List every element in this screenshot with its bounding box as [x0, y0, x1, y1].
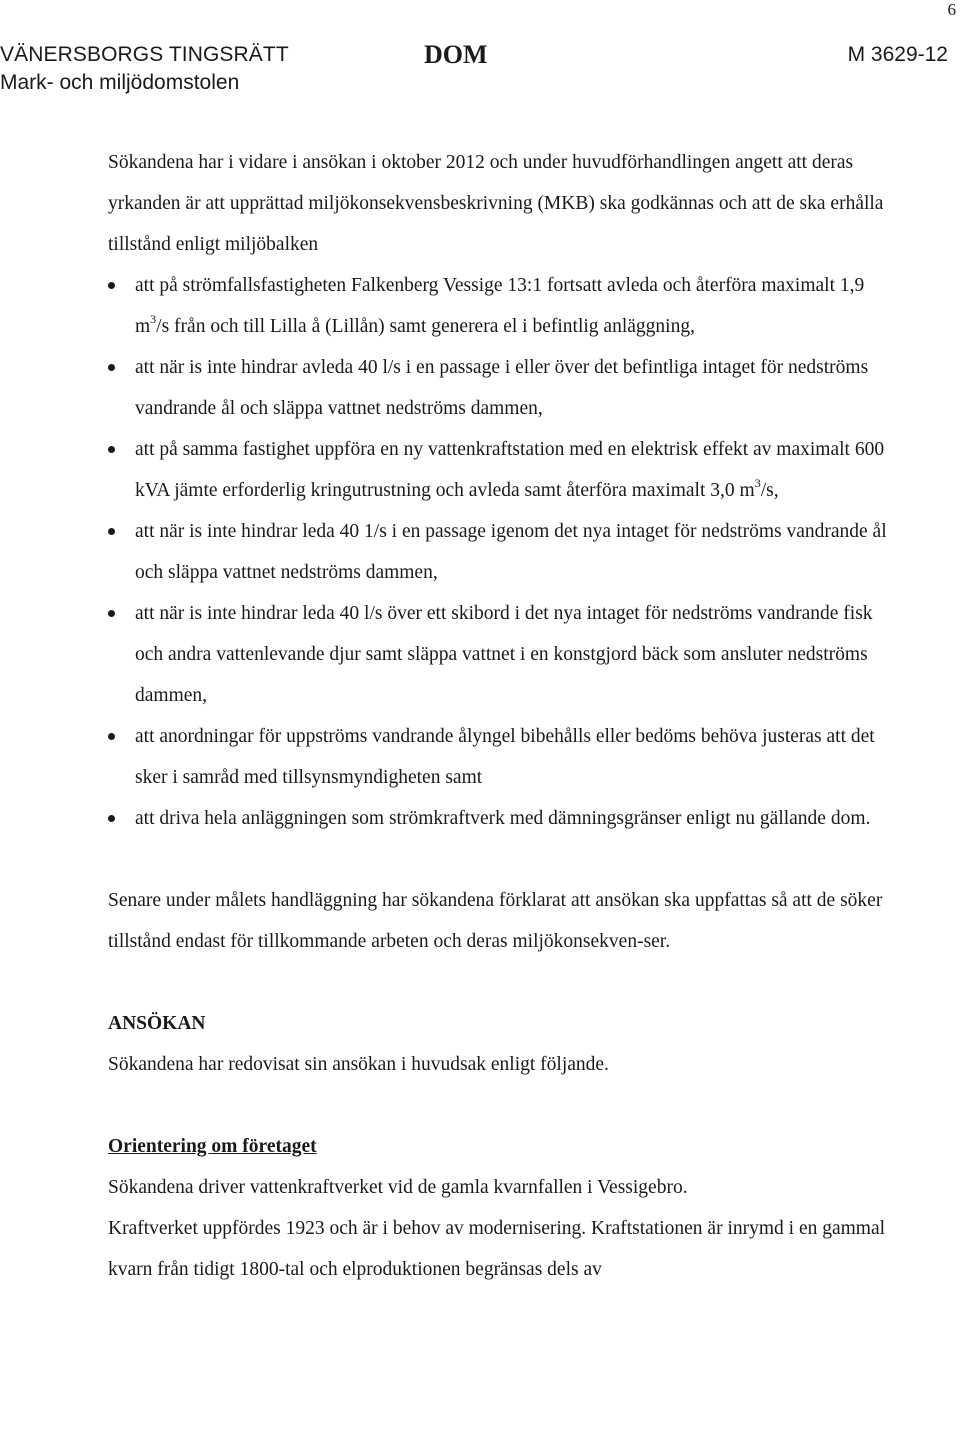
superscript: 3	[754, 475, 761, 490]
spacer	[108, 962, 898, 1003]
list-item-text-tail: /s,	[760, 480, 779, 501]
superscript: 3	[150, 311, 157, 326]
section-heading: ANSÖKAN	[108, 1013, 206, 1034]
subsection-line: Sökandena driver vattenkraftverket vid de gamla kvarnfallen i Vessigebro.	[108, 1177, 688, 1198]
section-text: Sökandena har redovisat sin ansökan i huvudsak enligt följande.	[108, 1054, 609, 1075]
bullet-icon	[108, 733, 115, 740]
intro-paragraph: Sökandena har i vidare i ansökan i oktober 2012 och under huvudförhandlingen angett att deras yrkanden är att upprättad miljökonsekvensbeskrivning (MKB) ska godkännas och att de ska erhålla tillstånd enligt miljöbalken	[108, 152, 884, 255]
list-item	[108, 347, 898, 429]
list-item-text-tail: /s från och till Lilla å (Lillån) samt generera el i befintlig anläggning,	[156, 316, 695, 337]
list-item-text: att när is inte hindrar leda 40 l/s över ett skibord i det nya intaget för nedströms vandrande fisk och andra vattenlevande djur samt släppa vattnet i en konstgjord bäck som ansluter nedströms dammen,	[135, 603, 873, 706]
bullet-icon	[108, 528, 115, 535]
list-item-text: att på strömfallsfastigheten Falkenberg Vessige 13:1 fortsatt avleda och återföra maximalt 1,9 m	[135, 275, 865, 337]
list-item	[108, 798, 898, 839]
page-number: 6	[947, 0, 956, 19]
document-body	[108, 142, 898, 1290]
court-division: Mark- och miljödomstolen	[0, 71, 240, 94]
document-header	[0, 40, 960, 100]
list-item	[108, 716, 898, 798]
bullet-icon	[108, 364, 115, 371]
spacer	[108, 839, 898, 880]
list-item-text: att anordningar för uppströms vandrande ålyngel bibehålls eller bedöms behöva justeras att det sker i samråd med tillsynsmyndigheten samt	[135, 726, 875, 788]
list-item-text: att på samma fastighet uppföra en ny vattenkraftstation med en elektrisk effekt av maximalt 600 kVA jämte erforderlig kringutrustning och avleda samt återföra maximalt 3,0 m	[135, 439, 885, 501]
list-item	[108, 265, 898, 347]
list-item	[108, 593, 898, 716]
bullet-icon	[108, 815, 115, 822]
spacer	[108, 1085, 898, 1126]
bullet-icon	[108, 610, 115, 617]
subsection-heading: Orientering om företaget	[108, 1136, 317, 1157]
bullet-icon	[108, 446, 115, 453]
claims-list	[108, 265, 898, 839]
list-item	[108, 429, 898, 511]
list-item-text: att driva hela anläggningen som strömkraftverk med dämningsgränser enligt nu gällande dom.	[135, 808, 871, 829]
list-item-text: att när is inte hindrar avleda 40 l/s i en passage i eller över det befintliga intaget för nedströms vandrande ål och släppa vattnet nedströms dammen,	[135, 357, 869, 419]
document-type: DOM	[424, 40, 488, 69]
later-paragraph: Senare under målets handläggning har sökandena förklarat att ansökan ska uppfattas så att de söker tillstånd endast för tillkommande arbeten och deras miljökonsekven-ser.	[108, 890, 883, 952]
list-item-text: att när is inte hindrar leda 40 1/s i en passage igenom det nya intaget för nedströms vandrande ål och släppa vattnet nedströms dammen,	[135, 521, 887, 583]
subsection-paragraph: Kraftverket uppfördes 1923 och är i behov av modernisering. Kraftstationen är inrymd i en gammal kvarn från tidigt 1800-tal och elproduktionen begränsas dels av	[108, 1218, 886, 1280]
court-name: VÄNERSBORGS TINGSRÄTT	[0, 43, 289, 66]
bullet-icon	[108, 282, 115, 289]
list-item	[108, 511, 898, 593]
case-number: M 3629-12	[847, 43, 948, 66]
